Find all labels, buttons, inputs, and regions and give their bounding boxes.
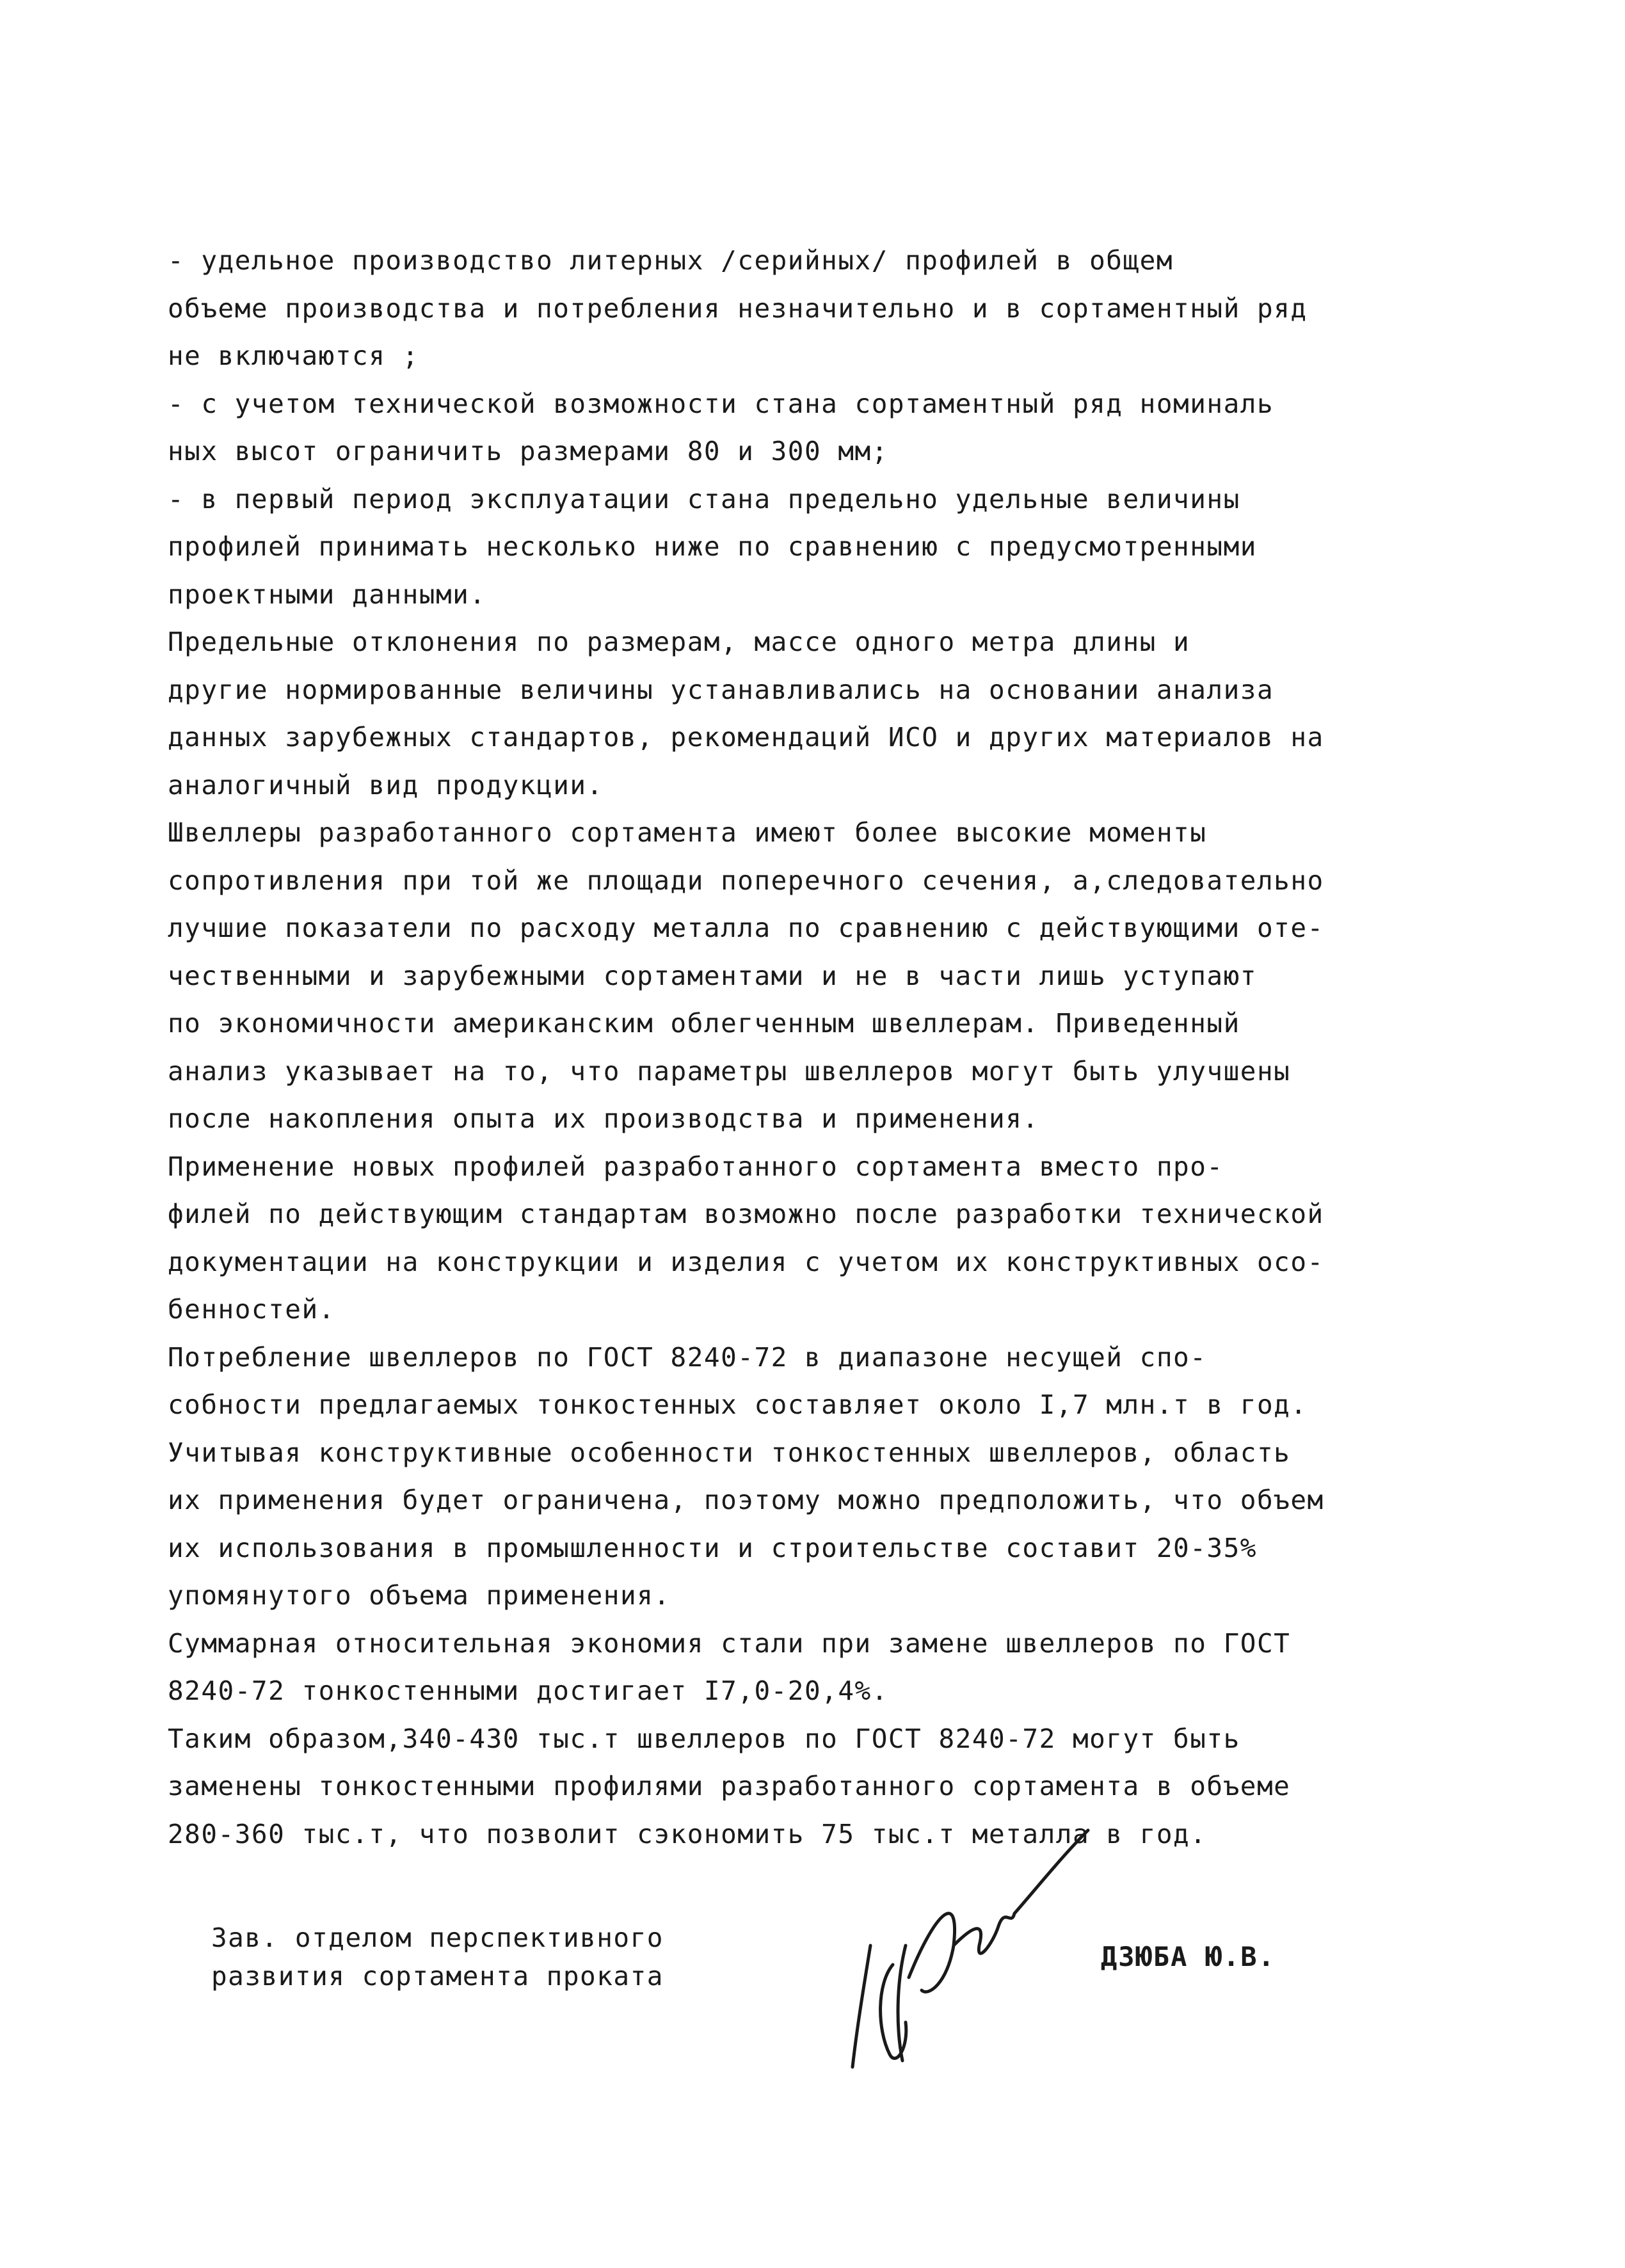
body-line: бенностей. <box>168 1294 335 1325</box>
body-line: анализ указывает на то, что параметры швеллеров могут быть улучшены <box>168 1055 1291 1087</box>
body-line: не включаются ; <box>168 340 419 371</box>
handwritten-signature <box>832 1817 1101 2086</box>
body-line: данных зарубежных стандартов, рекомендаций ИСО и других материалов на <box>168 722 1324 753</box>
body-line: - с учетом технической возможности стана сортаментный ряд номиналь <box>168 388 1274 419</box>
body-line: Предельные отклонения по размерам, массе одного метра длины и <box>168 627 1190 657</box>
body-line: сопротивления при той же площади поперечного сечения, а,следовательно <box>168 865 1324 896</box>
body-line: филей по действующим стандартам возможно после разработки технической <box>168 1199 1324 1229</box>
body-line: другие нормированные величины устанавливались на основании анализа <box>168 674 1274 705</box>
body-line: их использования в промышленности и строительстве составит 20-35% <box>168 1532 1257 1563</box>
body-line: их применения будет ограничена, поэтому можно предположить, что объем <box>168 1485 1324 1515</box>
body-line: документации на конструкции и изделия с учетом их конструктивных осо- <box>168 1246 1324 1277</box>
body-line: после накопления опыта их производства и применения. <box>168 1103 1039 1134</box>
body-line: проектными данными. <box>168 579 486 610</box>
signer-title-line2: развития сортамента проката <box>211 1961 664 1992</box>
body-line: Потребление швеллеров по ГОСТ 8240-72 в диапазоне несущей спо- <box>168 1341 1207 1373</box>
body-line: 280-360 тыс.т, что позволит сэкономить 75 тыс.т металла в год. <box>168 1818 1207 1849</box>
body-line: - в первый период эксплуатации стана предельно удельные величины <box>168 483 1240 515</box>
body-line: Учитывая конструктивные особенности тонкостенных швеллеров, область <box>168 1437 1291 1468</box>
document-body <box>168 237 1454 1858</box>
body-line: Применение новых профилей разработанного сортамента вместо про- <box>168 1151 1224 1182</box>
body-line: Швеллеры разработанного сортамента имеют более высокие моменты <box>168 817 1207 848</box>
body-line: ных высот ограничить размерами 80 и 300 мм; <box>168 436 888 467</box>
body-line: объеме производства и потребления незначительно и в сортаментный ряд <box>168 292 1308 324</box>
body-line: - удельное производство литерных /серийных/ профилей в общем <box>168 245 1174 276</box>
body-line: чественными и зарубежными сортаментами и не в части лишь уступают <box>168 960 1257 991</box>
body-line: упомянутого объема применения. <box>168 1580 671 1611</box>
body-line: по экономичности американским облегченным швеллерам. Приведенный <box>168 1008 1240 1039</box>
signer-title-line1: Зав. отделом перспективного <box>211 1922 664 1953</box>
body-line: аналогичный вид продукции. <box>168 769 604 801</box>
body-line: 8240-72 тонкостенными достигает I7,0-20,4%. <box>168 1675 888 1706</box>
body-line: собности предлагаемых тонкостенных составляет около I,7 млн.т в год. <box>168 1389 1308 1420</box>
body-line: лучшие показатели по расходу металла по сравнению с действующими оте- <box>168 913 1324 943</box>
body-line: заменены тонкостенными профилями разработанного сортамента в объеме <box>168 1771 1291 1801</box>
body-line: профилей принимать несколько ниже по сравнению с предусмотренными <box>168 531 1257 562</box>
signer-title <box>211 1919 664 1995</box>
body-line: Таким образом,340-430 тыс.т швеллеров по ГОСТ 8240-72 могут быть <box>168 1723 1240 1754</box>
signer-name: ДЗЮБА Ю.В. <box>1101 1941 1276 1972</box>
body-line: Суммарная относительная экономия стали при замене швеллеров по ГОСТ <box>168 1627 1291 1659</box>
